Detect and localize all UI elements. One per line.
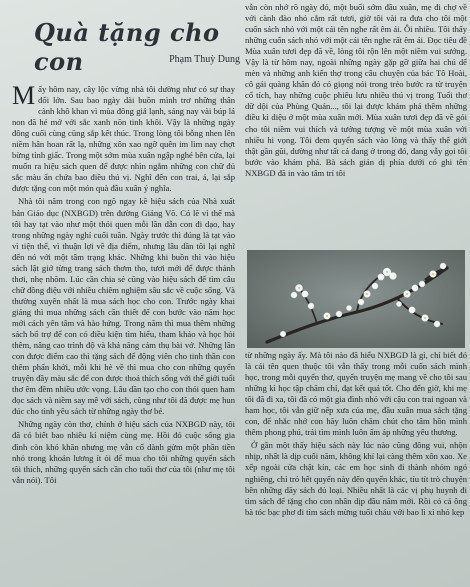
blossom-branch-icon — [247, 250, 465, 348]
paragraph-1-text: ấy hôm nay, cây lộc vừng nhà tôi dường như có sự thay đổi lớn. Sau bao ngày dài buồn mình trơ những thân cành khô khan vì mùa đông giá lạnh, sáng nay vài búp lá non đã hé mở với sắc xanh nõn tinh khôi. Vậy là những ngày đông cuối cùng cũng sắp kết thúc. Trong lòng tôi bỗng nhen lên niềm hân hoan rất lạ, những xôn xao ngỡ quên im lìm nay chợt bừng tỉnh giấc. Trong một sớm mùa xuân ngập nghé bên cửa, lại muốn ra hiệu sách quen để được nhìn ngắm những con chữ đủ sắc màu ẩn chứa bao điều thú vị. Nghĩ đến con trai, á, lại sắp được tặng con một món quà đầu xuân ý nghĩa. — [12, 84, 235, 194]
left-column — [12, 84, 235, 584]
paragraph-1 — [12, 84, 235, 194]
article-author: Phạm Thuỳ Dung — [169, 54, 240, 65]
blossom-branch-illustration — [247, 250, 465, 348]
drop-cap: M — [12, 84, 36, 110]
paragraph-2: Nhà tôi năm trong con ngõ ngay kề hiệu sách của Nhà xuất bản Giáo dục (NXBGD) trên đường Giảng Võ. Có lẽ vì thế mà tôi hay tạt vào như một thói quen mỗi lần dẫn con đi dạo, hay trong những ngày nghỉ cuối tuần. Ngày trước thì đúng là tạt vào vì tiện thể, vì thuận lợi về địa điểm, nhưng lâu dần tôi lại nghĩ đến nó với một tâm trạng khác. Những khi buồn thì vào hiệu sách lật giở từng trang sách thơm tho, tươi mới để được thảnh thơi, nhẹ nhõm. Lúc cần chia sẻ cũng vào hiệu sách để tìm câu chữ đồng điệu với nhiều chiêm nghiệm sâu sắc về cuộc sống. Và thường xuyên nhất là mua sách học cho con. Trước ngày khai giảng thì mua những sách cần thiết để con bước vào năm học mới cách yên tâm và hào hứng. Trong năm thì mua thêm những sách bổ trợ để con có điều kiện tìm hiểu, tham khảo và học hỏi thêm, nâng cao trình độ và khả năng cảm thụ bài vở. Những lần con được điểm cao thì tặng sách để động viên cho tinh thần con thêm phấn khởi, mỗi khi hè về thì mua cho con những quyển truyện đầy màu sắc để con được thoả thích sống với thế giới tuổi thơ êm đềm nhiều ước vọng. Lâu dần tạo cho con thói quen ham đọc sách và niềm say mê với sách, cũng như tôi đã được mẹ hun đúc cho tình yêu sách từ những ngày thơ bé. — [12, 196, 235, 417]
right-column-top — [245, 2, 467, 247]
article-title: Quà tặng cho con — [34, 18, 220, 76]
paragraph-6: Ở gần một thấy hiệu sách này lúc nào cũng đông vui, nhộn nhịp, nhất là dịp cuối năm, không khí lại càng thêm xôn xao. Xe xếp ngoài cửa chật kín, các em học sinh đi thành nhóm ngó nghiêng, chỉ trỏ hết quyển này đến quyển khác, tíu tít trò chuyện bên những dãy sách đủ loại. Nhiều nhất là các vị phụ huynh đi tìm sách để tặng cho con nhân dịp đầu năm mới. Rồi có cả ông bà tóc bạc phơ đi tìm sách mừng tuổi cháu với bao lì xì nhỏ kẹp — [245, 440, 467, 517]
paragraph-5: từ những ngày ấy. Mà tôi nào đã hiểu NXBGD là gì, chỉ biết đó là cái tên quen thuộc tôi vẫn thấy trong mỗi cuốn sách mình học, trong mỗi quyển thơ, quyển truyện mẹ mang về cho tôi sau những kì học tập chăm chỉ, đạt kết quả tốt. Cho đến giờ, khi mẹ tôi đã đi xa, tôi đã có một gia đình nhỏ với cậu con trai ngoan và ham học, tôi vẫn giữ nếp xưa của mẹ, đầu xuân mua sách tặng con, để nhắc nhở con hãy luôn chăm chút cho tâm hồn mình thêm phong phú, trải tìm mình luôn ấm áp những yêu thương. — [245, 350, 467, 438]
paragraph-4: vẫn còn nhớ rõ ngày đó, một buổi sớm đầu xuân, mẹ đi chợ về với cành đào nhỏ cắm rất tươi, giờ tôi vài ra đưa cho tôi một cuốn sách nhỏ với một cái tên nghe rất êm ái. Ôi nhiều. Tôi thấy những cuốn sách nhỏ với một cái tên nghe rất êm ái. Đọc tiêu đề Mùa xuân tươi đẹp đã về, lòng tôi rộn lên một niềm vui sướng. Vậy là từ hôm nay, ngoài những ngày gặp gỡ giữa hai chú dế mèn và những anh kiến thợ trong câu chuyện của bác Tô Hoài, cô gái quàng khăn đỏ có giọng nói trong trẻo bước ra từ truyện cổ tích, hay những cuộc phiêu lưu nhiều thú vị trong Tuổi thơ dữ dội của Phùng Quán..., tôi lại được khám phá thêm những điều kì diệu ở một mùa xuân mới. Mùa xuân tươi đẹp đã về gói cho tôi niềm vui thích và tưởng tượng về một mùa xuân với nhiều hi vọng. Tôi đem quyển sách vào lòng và thấy thế giới thật gần gũi, dường như tất cả đang ở trong đó, đang vẫy gọi tôi bước vào khám phá. Bà sách giản dị phía dưới có ghi tên NXBGD đã in vào tâm trí tôi — [245, 2, 467, 178]
right-column-bottom — [245, 350, 467, 586]
paragraph-3: Những ngày còn thơ, chính ở hiệu sách của NXBGD này, tôi đã có biết bao nhiêu kỉ niệm cùng mẹ. Hồi đó cuộc sống gia đình còn khó khăn nhưng mẹ vẫn cố dành gửm một phần tiền nhỏ trong khoản lương ít ỏi để mua cho tôi những quyển sách tôi thích, những quyển sách cần cho tuổi thơ của tôi (như mẹ tôi vẫn nói). Tôi — [12, 419, 235, 485]
